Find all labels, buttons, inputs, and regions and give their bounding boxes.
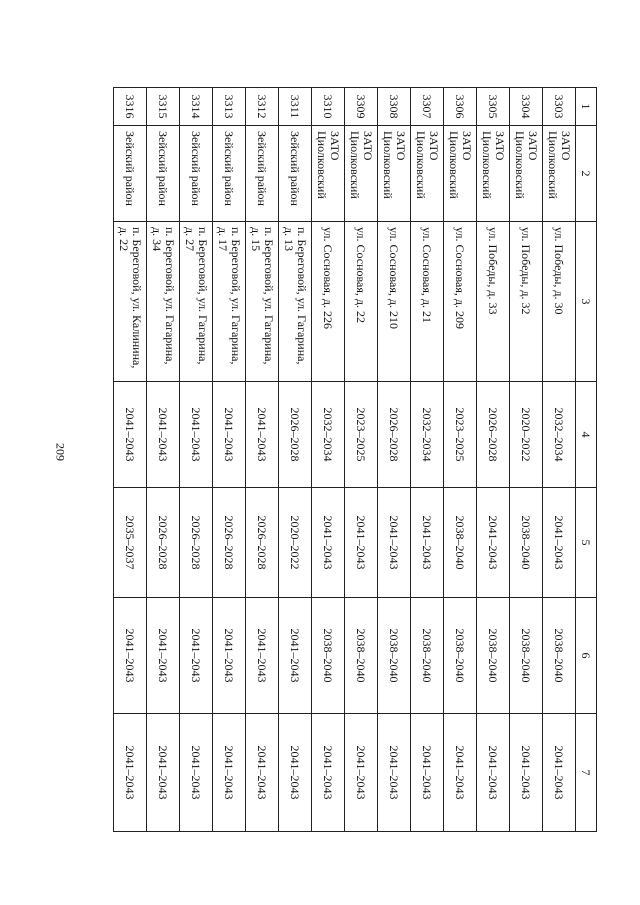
period-cell: 2041–2043 [114, 714, 147, 832]
period-cell: 2041–2043 [180, 382, 213, 488]
table-body [114, 88, 576, 832]
table-row [411, 88, 444, 832]
period-cell: 2038–2040 [411, 598, 444, 714]
period-cell: 2041–2043 [279, 714, 312, 832]
period-cell: 2041–2043 [147, 382, 180, 488]
district-cell: ЗАТО Циолковский [444, 126, 477, 222]
table-row [510, 88, 543, 832]
period-cell: 2038–2040 [378, 598, 411, 714]
period-cell: 2026–2028 [180, 488, 213, 598]
period-cell: 2041–2043 [477, 714, 510, 832]
period-cell: 2026–2028 [147, 488, 180, 598]
period-cell: 2041–2043 [147, 714, 180, 832]
table-row [180, 88, 213, 832]
period-cell: 2041–2043 [246, 714, 279, 832]
period-cell: 2041–2043 [213, 382, 246, 488]
address-cell: п. Береговой, ул. Гагарина, д. 34 [147, 222, 180, 382]
district-cell: Зейский район [213, 126, 246, 222]
district-cell: Зейский район [180, 126, 213, 222]
period-cell: 2023–2025 [444, 382, 477, 488]
period-cell: 2038–2040 [444, 488, 477, 598]
address-cell: ул. Победы, д. 30 [543, 222, 576, 382]
address-cell: п. Береговой, ул. Калинина, д. 22 [114, 222, 147, 382]
address-cell: ул. Победы, д. 32 [510, 222, 543, 382]
period-cell: 2026–2028 [378, 382, 411, 488]
table-row [246, 88, 279, 832]
district-cell: Зейский район [279, 126, 312, 222]
period-cell: 2035–2037 [114, 488, 147, 598]
row-number-cell: 3307 [411, 88, 444, 126]
data-table [113, 87, 597, 832]
address-cell: п. Береговой, ул. Гагарина, д. 13 [279, 222, 312, 382]
period-cell: 2026–2028 [246, 488, 279, 598]
period-cell: 2020–2022 [510, 382, 543, 488]
row-number-cell: 3312 [246, 88, 279, 126]
period-cell: 2041–2043 [180, 714, 213, 832]
period-cell: 2038–2040 [312, 598, 345, 714]
period-cell: 2041–2043 [180, 598, 213, 714]
period-cell: 2041–2043 [378, 714, 411, 832]
row-number-cell: 3309 [345, 88, 378, 126]
table-row [213, 88, 246, 832]
row-number-cell: 3303 [543, 88, 576, 126]
period-cell: 2041–2043 [147, 598, 180, 714]
period-cell: 2041–2043 [213, 714, 246, 832]
period-cell: 2023–2025 [345, 382, 378, 488]
period-cell: 2032–2034 [543, 382, 576, 488]
row-number-cell: 3304 [510, 88, 543, 126]
district-cell: ЗАТО Циолковский [345, 126, 378, 222]
period-cell: 2041–2043 [312, 714, 345, 832]
row-number-cell: 3305 [477, 88, 510, 126]
district-cell: ЗАТО Циолковский [510, 126, 543, 222]
district-cell: ЗАТО Циолковский [477, 126, 510, 222]
header-cell: 6 [576, 598, 597, 714]
header-cell: 2 [576, 126, 597, 222]
row-number-cell: 3314 [180, 88, 213, 126]
district-cell: ЗАТО Циолковский [378, 126, 411, 222]
period-cell: 2041–2043 [477, 488, 510, 598]
period-cell: 2026–2028 [477, 382, 510, 488]
table-row [279, 88, 312, 832]
period-cell: 2038–2040 [510, 598, 543, 714]
period-cell: 2041–2043 [279, 598, 312, 714]
period-cell: 2041–2043 [312, 488, 345, 598]
period-cell: 2026–2028 [279, 382, 312, 488]
table-row [477, 88, 510, 832]
district-cell: ЗАТО Циолковский [411, 126, 444, 222]
address-cell: ул. Сосновая, д. 21 [411, 222, 444, 382]
period-cell: 2041–2043 [345, 488, 378, 598]
period-cell: 2041–2043 [246, 382, 279, 488]
period-cell: 2026–2028 [213, 488, 246, 598]
row-number-cell: 3313 [213, 88, 246, 126]
period-cell: 2038–2040 [345, 598, 378, 714]
row-number-cell: 3315 [147, 88, 180, 126]
table-row [543, 88, 576, 832]
page-number: 209 [53, 443, 68, 461]
row-number-cell: 3311 [279, 88, 312, 126]
period-cell: 2041–2043 [543, 488, 576, 598]
period-cell: 2041–2043 [543, 714, 576, 832]
row-number-cell: 3310 [312, 88, 345, 126]
period-cell: 2041–2043 [378, 488, 411, 598]
row-number-cell: 3306 [444, 88, 477, 126]
period-cell: 2038–2040 [477, 598, 510, 714]
row-number-cell: 3316 [114, 88, 147, 126]
row-number-cell: 3308 [378, 88, 411, 126]
district-cell: Зейский район [246, 126, 279, 222]
period-cell: 2041–2043 [345, 714, 378, 832]
period-cell: 2038–2040 [543, 598, 576, 714]
district-cell: Зейский район [147, 126, 180, 222]
header-cell: 5 [576, 488, 597, 598]
period-cell: 2041–2043 [510, 714, 543, 832]
table-row [312, 88, 345, 832]
header-cell: 1 [576, 88, 597, 126]
period-cell: 2032–2034 [312, 382, 345, 488]
header-row [576, 88, 597, 832]
period-cell: 2041–2043 [411, 714, 444, 832]
district-cell: Зейский район [114, 126, 147, 222]
period-cell: 2041–2043 [411, 488, 444, 598]
table-row [114, 88, 147, 832]
period-cell: 2041–2043 [444, 714, 477, 832]
period-cell: 2020–2022 [279, 488, 312, 598]
period-cell: 2032–2034 [411, 382, 444, 488]
address-cell: п. Береговой, ул. Гагарина, д. 17 [213, 222, 246, 382]
address-cell: ул. Сосновая, д. 226 [312, 222, 345, 382]
period-cell: 2038–2040 [444, 598, 477, 714]
table-row [444, 88, 477, 832]
address-cell: п. Береговой, ул. Гагарина, д. 15 [246, 222, 279, 382]
period-cell: 2041–2043 [246, 598, 279, 714]
header-cell: 7 [576, 714, 597, 832]
address-cell: ул. Сосновая, д. 209 [444, 222, 477, 382]
address-cell: ул. Сосновая, д. 210 [378, 222, 411, 382]
period-cell: 2041–2043 [114, 598, 147, 714]
header-cell: 3 [576, 222, 597, 382]
period-cell: 2038–2040 [510, 488, 543, 598]
period-cell: 2041–2043 [213, 598, 246, 714]
header-cell: 4 [576, 382, 597, 488]
rotated-table-frame [113, 87, 597, 831]
table-container [113, 87, 597, 831]
address-cell: ул. Победы, д. 33 [477, 222, 510, 382]
address-cell: ул. Сосновая, д. 22 [345, 222, 378, 382]
address-cell: п. Береговой, ул. Гагарина, д. 27 [180, 222, 213, 382]
table-row [378, 88, 411, 832]
table-row [345, 88, 378, 832]
district-cell: ЗАТО Циолковский [312, 126, 345, 222]
district-cell: ЗАТО Циолковский [543, 126, 576, 222]
period-cell: 2041–2043 [114, 382, 147, 488]
table-row [147, 88, 180, 832]
